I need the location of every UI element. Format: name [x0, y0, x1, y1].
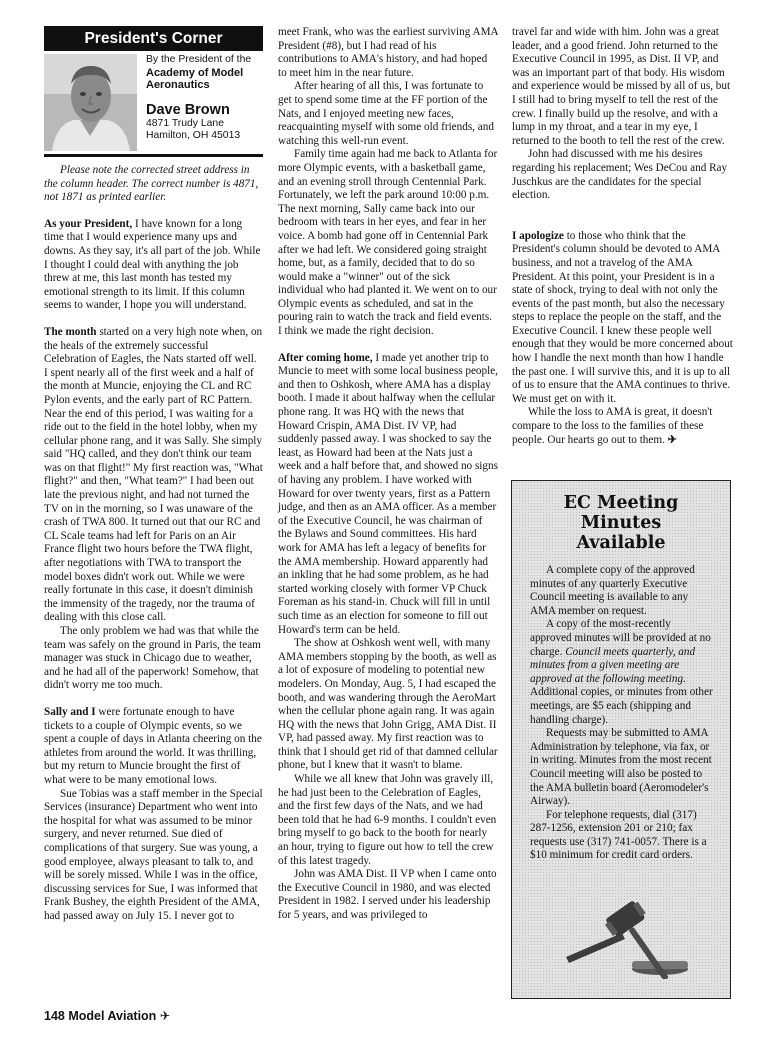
paragraph-text: travel far and wide with him. John was a great leader, and a good friend. John returned to the Executive Council in 1995, as Dist. II VP, and was an important part of that body. His wisdom and experience would be missed by all of us, but I still had to bring myself to tell the rest of the crew. I finally build up the resolve, and with a lump in my throat, and a tear in my eye, I returned to the booth to tell the rest of the crew.: [512, 26, 731, 147]
lead-in: As your President,: [44, 217, 133, 230]
paragraph: [278, 637, 498, 773]
ec-title-line-1: EC Meeting: [563, 493, 679, 513]
ec-paragraph: [530, 618, 714, 727]
address-line-1: 4871 Trudy Lane: [146, 117, 224, 129]
ec-paragraph: A complete copy of the approved minutes of any quarterly Executive Council meeting is available to any AMA member on request.: [530, 564, 695, 617]
presidents-corner-title: President's Corner: [44, 26, 263, 51]
paragraph-text: started on a very high note when, on the heals of the extremely successful Celebration of Eagles, the Nats started off well. I spent nearly all of the first week and a half of the month at Muncie, enjoying the CL and RC Pylon events, and the early part of RC Pattern. Near the end of this period, I was waiting for a ride out to the field in the hotel lobby, when my cellular phone rang, and it was Sally. She simply said "HQ called, and they don't think our team was on that flight!" My first reaction was, "What flight?" and then, "What team?" I had been out late the previous night, and had not turned the TV on in the morning, so I was unaware of the crash of TWA 800. It turned out that our RC and CL Scale teams had left for Paris on an Air France flight two hours before the TWA flight, after negotiations with TWA to transport the model boxes didn't work out. While we were really fortunate in this case, it doesn't diminish the immensity of the tragedy, nor the trauma of dealing with this close call.: [44, 325, 263, 624]
paragraph-text: were fortunate enough to have tickets to a couple of Olympic events, so we spent a couple of days in Atlanta cheering on the athletes from around the world. It was thrilling, but my return to Muncie brought the first of what were to be many emotional lows.: [44, 705, 262, 786]
paragraph-text: While we all knew that John was gravely ill, he had just been to the Celebration of Eagles, and the first few days of the Nats, and we had been told that he had 6-9 months. I couldn't even bring myself to go back to the booth for nearly an hour, trying to figure out how to tell the crew of this latest tragedy.: [278, 773, 497, 867]
paragraph: [278, 80, 498, 148]
column-1: [44, 26, 263, 923]
ec-paragraph: For telephone requests, dial (317) 287-1256, extension 201 or 210; fax requests use (317) 741-0057. There is a $10 minimum for credit card orders.: [530, 808, 707, 862]
correction-note: Please note the corrected street address in the column header. The correct number is 4871, not 1871 as printed earlier.: [44, 164, 259, 204]
paragraph: [278, 148, 498, 338]
gavel-icon: [560, 899, 690, 984]
ec-paragraph: Requests may be submitted to AMA Administration by telephone, via fax, or in writing. Minutes from the most recent Council meeting will also be posted to the AMA bulletin board (Aeromodeler's Airway).: [530, 727, 712, 808]
paragraph-text: I have known for a long time that I would experience many ups and downs. As they say, it's all part of the job. While I thought I could deal with anything the job threw at me, this last month has tested my emotional strength to its limit. If this column seems to wander, I hope you will understand.: [44, 217, 261, 312]
by-line: By the President of the: [146, 54, 252, 65]
president-info: [146, 54, 264, 143]
organization-name: Academy of Model Aeronautics: [146, 66, 244, 91]
paragraph: [44, 788, 263, 924]
paragraph-text: Family time again had me back to Atlanta for more Olympic events, with a basketball game, and an evening stroll through Centennial Park. Fortunately, we left the park around 10:00 p.m. The next morning, Sally came back into our bedroom with tears in her eyes, and fear in her voice. A bomb had gone off in Centennial Park after we had left. We considered going straight home, but, as a family, decided that to do so would make a "winner" out of the sick individual who had planted it. We went on to our Olympic events as scheduled, and sat in the pouring rain to watch the track and field events. I think we made the right decision.: [278, 148, 498, 338]
address-line-2: Hamilton, OH 45013: [146, 130, 241, 141]
ec-box-body: [530, 564, 714, 863]
ec-text: A copy of the most-recently approved minutes will be provided at no charge.: [530, 618, 711, 658]
ec-text: Additional copies, or minutes from other meetings, are $5 each (shipping and handling charge).: [530, 686, 713, 726]
paragraph-text: While the loss to AMA is great, it doesn't compare to the loss to the families of these people. Our hearts go out to them.: [512, 406, 713, 446]
paragraph-text: After hearing of all this, I was fortunate to get to spend some time at the FF portion of the Nats, and I enjoyed meeting new faces, reacquainting myself with some old friends, and watching this well-run event.: [278, 80, 494, 147]
page-footer: [44, 1008, 170, 1023]
lead-in: The month: [44, 325, 97, 338]
ec-meeting-box: [511, 480, 731, 999]
paragraph: [512, 230, 733, 407]
end-mark-airplane-icon: ✈: [667, 433, 678, 446]
ec-box-title: [512, 493, 730, 553]
paragraph-text: John was AMA Dist. II VP when I came onto the Executive Council in 1980, and was elected President in 1982. I served under his leadership for 5 years, and was privileged to: [278, 868, 497, 921]
lead-in: After coming home,: [278, 351, 373, 364]
paragraph-text: The show at Oshkosh went well, with many AMA members stopping by the booth, as well as a lot of exposure of modeling to potential new modelers. On Monday, Aug. 5, I had escaped the booth, and was wandering through the AeroMart when the cellular phone again rang. It was again HQ with the news that John Grigg, AMA Dist. II VP, had passed away. My first reaction was to think that I should get rid of that damned cellular phone, but I knew that it wasn't to blame.: [278, 637, 498, 772]
paragraph-text: meet Frank, who was the earliest surviving AMA President (#8), but I had read of his contributions to AMA's history, and had hoped to meet him in the near future.: [278, 26, 498, 79]
ec-title-line-3: Available: [576, 533, 666, 553]
president-name: Dave Brown: [146, 101, 230, 118]
paragraph-text: The only problem we had was that while the team was safely on the ground in Paris, the team manager was stuck in Chicago due to weather, and he had all of the paperwork! Somehow, that didn't worry me too much.: [44, 625, 261, 692]
paragraph-text: to those who think that the President's column should be devoted to AMA business, and not a travelog of the AMA President. At this point, your President is in a state of shock, trying to deal with not only the events of the past month, but also the necessary steps to replace the people on the staff, and the Executive Council. I knew these people well enough that they would be more concerned about how I handle the next month than how I handle the past one. I will survive this, and it is up to all of us to ensure that the AMA continues to thrive. We must get on with it.: [512, 229, 733, 405]
paragraph: [512, 148, 733, 202]
ec-title-line-2: Minutes: [580, 513, 662, 533]
airplane-icon: ✈: [159, 1009, 171, 1023]
column-2: [278, 26, 498, 923]
president-photo: [44, 54, 137, 151]
paragraph-text: I made yet another trip to Muncie to meet with some local business people, and then to Oshkosh, where AMA has a display booth. I made it about halfway when the cellular phone rang. It was HQ with the news that Howard Crispin, AMA Dist. IV VP, had suddenly passed away. I was shocked to say the least, as Howard had been at the Nats just a week and a half before that, and showed no signs of having any problem. I have worked with Howard for over twenty years, first as a Pattern judge, and then as an AMA officer. As a member of the Executive Council, he was chairman of the Bylaws and Sound committees. His hard work for AMA has left a legacy of benefits for the AMA membership. Howard apparently had an inkling that he had some problem, as he had started working closely with former VP Chuck Foreman as his stand-in. Chuck will fill in until such time as an election for someone to fill out Howard's term can be held.: [278, 351, 498, 636]
header-rule: [44, 154, 263, 157]
paragraph-text: Sue Tobias was a staff member in the Special Services (insurance) Department who went into the hospital for what was assumed to be minor surgery, and never returned. Sue died of complications of that surgery. Sue was young, a good employee, always pleasant to talk to, and will be sorely missed. While I was in the office, discussing services for Sue, I was informed that Frank Bushey, the eighth President of the AMA, had passed away on July 15. I never got to: [44, 787, 263, 922]
column-3: [512, 26, 733, 447]
paragraph: [512, 406, 733, 447]
paragraph: [44, 706, 263, 788]
magazine-name: Model Aviation: [68, 1009, 157, 1023]
paragraph: [278, 773, 498, 868]
page-number: 148: [44, 1009, 65, 1023]
paragraph: [278, 352, 498, 637]
paragraph: [512, 26, 733, 148]
paragraph: [44, 218, 263, 313]
portrait-image: [44, 54, 137, 151]
paragraph-text: John had discussed with me his desires regarding his replacement; Wes DeCou and Ray Juschkus are the candidates for the special election.: [512, 148, 728, 202]
presidents-corner-header: [44, 54, 263, 154]
paragraph: [278, 868, 498, 922]
paragraph: [44, 326, 263, 625]
paragraph: [278, 26, 498, 80]
ec-italic-text: Council meets quarterly, and minutes from a given meeting are approved at the following meeting.: [530, 645, 696, 685]
lead-in: Sally and I: [44, 705, 96, 718]
lead-in: I apologize: [512, 229, 564, 242]
paragraph: [44, 625, 263, 693]
